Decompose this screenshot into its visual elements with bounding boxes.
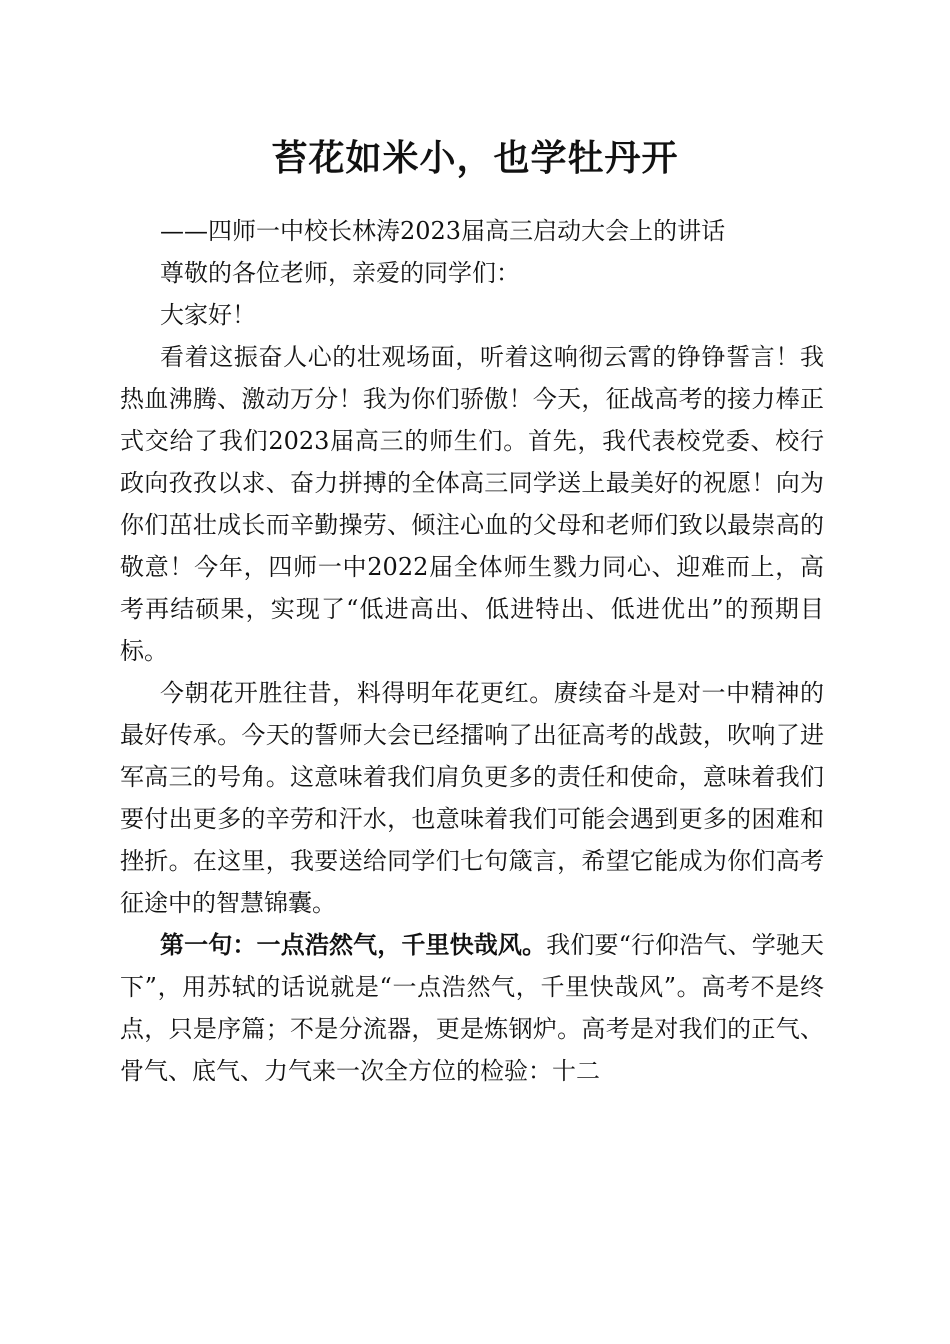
paragraph: 看着这振奋人心的壮观场面，听着这响彻云霄的铮铮誓言！我热血沸腾、激动万分！我为你们骄傲！今天，征战高考的接力棒正式交给了我们2023届高三的师生们。首先，我代表校党委、校行政向孜孜以求、奋力拼搏的全体高三同学送上最美好的祝愿！向为你们茁壮成长而辛勤操劳、倾注心血的父母和老师们致以最崇高的敬意！今年，四师一中2022届全体师生戮力同心、迎难而上，高考再结硕果，实现了“低进高出、低进特出、低进优出”的预期目标。: [120, 343, 824, 665]
first-saying-lead: 第一句：一点浩然气，千里快哉风。: [160, 930, 547, 959]
greeting: 大家好！: [160, 301, 256, 329]
speech-subtitle: ——四师一中校长林涛2023届高三启动大会上的讲话: [160, 217, 726, 245]
salutation: 尊敬的各位老师，亲爱的同学们：: [160, 259, 520, 287]
first-saying-text: 我们要“行仰浩气、学驰天下”，用苏轼的话说就是“一点浩然气，千里快哉风”。高考不是终点，只是序篇；不是分流器，更是炼钢炉。高考是对我们的正气、骨气、底气、力气来一次全方位的检验：十二: [120, 931, 824, 1085]
document-body: [120, 210, 824, 1092]
document-title: 苔花如米小，也学牡丹开: [271, 137, 679, 179]
paragraph: 今朝花开胜往昔，料得明年花更红。赓续奋斗是对一中精神的最好传承。今天的誓师大会已经擂响了出征高考的战鼓，吹响了进军高三的号角。这意味着我们肩负更多的责任和使命，意味着我们要付出更多的辛劳和汗水，也意味着我们可能会遇到更多的困难和挫折。在这里，我要送给同学们七句箴言，希望它能成为你们高考征途中的智慧锦囊。: [120, 679, 824, 917]
paragraph-first-saying: [120, 924, 824, 1092]
